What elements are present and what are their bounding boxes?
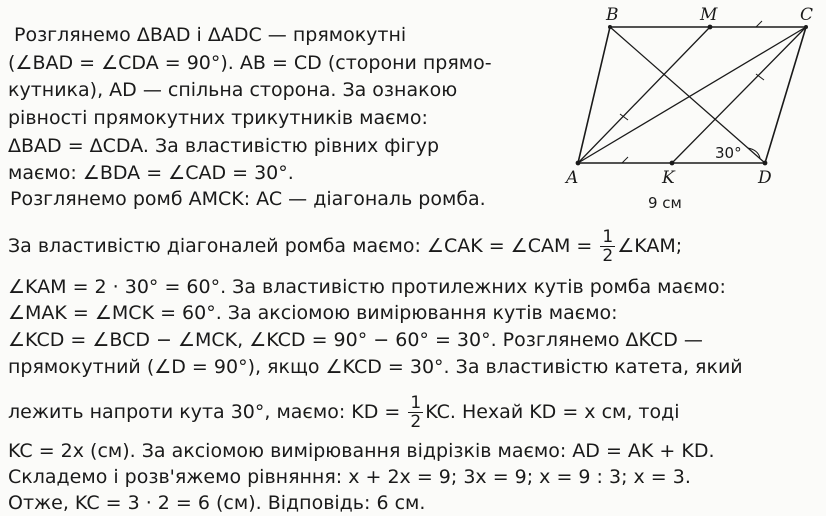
text-line-12: ∠KCD = ∠BCD − ∠MCK, ∠KCD = 90° − 60° = 30°. Розглянемо ΔKCD — xyxy=(8,329,703,351)
text-line-16: Складемо і розв'яжемо рівняння: x + 2x = 9; 3x = 9; x = 9 : 3; x = 3. xyxy=(8,466,691,488)
text-line-17: Отже, KC = 3 · 2 = 6 (см). Відповідь: 6 см. xyxy=(8,492,426,514)
fraction-half-2 xyxy=(408,394,423,431)
kd-before: лежить напроти кута 30°, маємо: KD = xyxy=(8,401,407,423)
point-d xyxy=(763,161,768,166)
segment-am xyxy=(578,27,710,163)
text-line-3: кутника), AD — спільна сторона. За ознакою xyxy=(8,79,458,101)
label-k: K xyxy=(662,168,675,188)
text-line-10: ∠KAM = 2 · 30° = 60°. За властивістю протилежних кутів ромба маємо: xyxy=(8,276,726,298)
rectangle-figure xyxy=(560,0,826,215)
fraction-numerator-2: 1 xyxy=(410,393,422,413)
text-line-5: ΔBAD = ΔCDA. За властивістю рівних фігур xyxy=(8,135,440,157)
eq-before: За властивістю діагоналей ромба маємо: ∠CAK = ∠CAM = xyxy=(8,235,599,257)
label-c: C xyxy=(800,5,814,25)
diagonal-bd xyxy=(610,27,765,163)
point-a xyxy=(576,161,581,166)
point-b xyxy=(608,25,612,29)
label-b: B xyxy=(606,5,619,25)
text-line-1: Розглянемо ΔBAD і ΔADC — прямокутні xyxy=(14,24,407,46)
fraction-denominator: 2 xyxy=(602,246,614,266)
label-m: M xyxy=(700,5,718,25)
angle-label: 30° xyxy=(715,144,742,162)
text-line-13: прямокутний (∠D = 90°), якщо ∠KCD = 30°. За властивістю катета, який xyxy=(8,356,743,378)
text-line-eq xyxy=(8,226,682,266)
point-k xyxy=(670,161,675,166)
fraction-numerator: 1 xyxy=(602,227,614,247)
text-line-2: (∠BAD = ∠CDA = 90°). AB = CD (сторони прямо- xyxy=(8,52,492,74)
fraction-denominator-2: 2 xyxy=(410,412,422,432)
text-line-7: Розглянемо ромб AMCK: AC — діагональ ромба. xyxy=(10,188,486,210)
text-line-11: ∠MAK = ∠MCK = 60°. За аксіомою вимірювання кутів маємо: xyxy=(8,302,618,324)
label-d: D xyxy=(758,168,772,188)
kd-after: KC. Нехай KD = x см, тоді xyxy=(425,401,680,423)
point-c xyxy=(804,25,808,29)
tick-mark xyxy=(756,21,762,27)
text-line-kd xyxy=(8,392,680,432)
text-line-6: маємо: ∠BDA = ∠CAD = 30°. xyxy=(8,162,294,184)
base-length-label: 9 см xyxy=(648,194,682,212)
point-m xyxy=(708,25,713,30)
text-line-4: рівності прямокутних трикутників маємо: xyxy=(8,107,428,129)
fraction-half xyxy=(600,228,615,265)
tick-mark xyxy=(622,157,628,163)
text-line-15: KC = 2x (см). За аксіомою вимірювання відрізків маємо: AD = AK + KD. xyxy=(8,440,715,462)
label-a: A xyxy=(566,168,579,188)
eq-after: ∠KAM; xyxy=(617,235,683,257)
